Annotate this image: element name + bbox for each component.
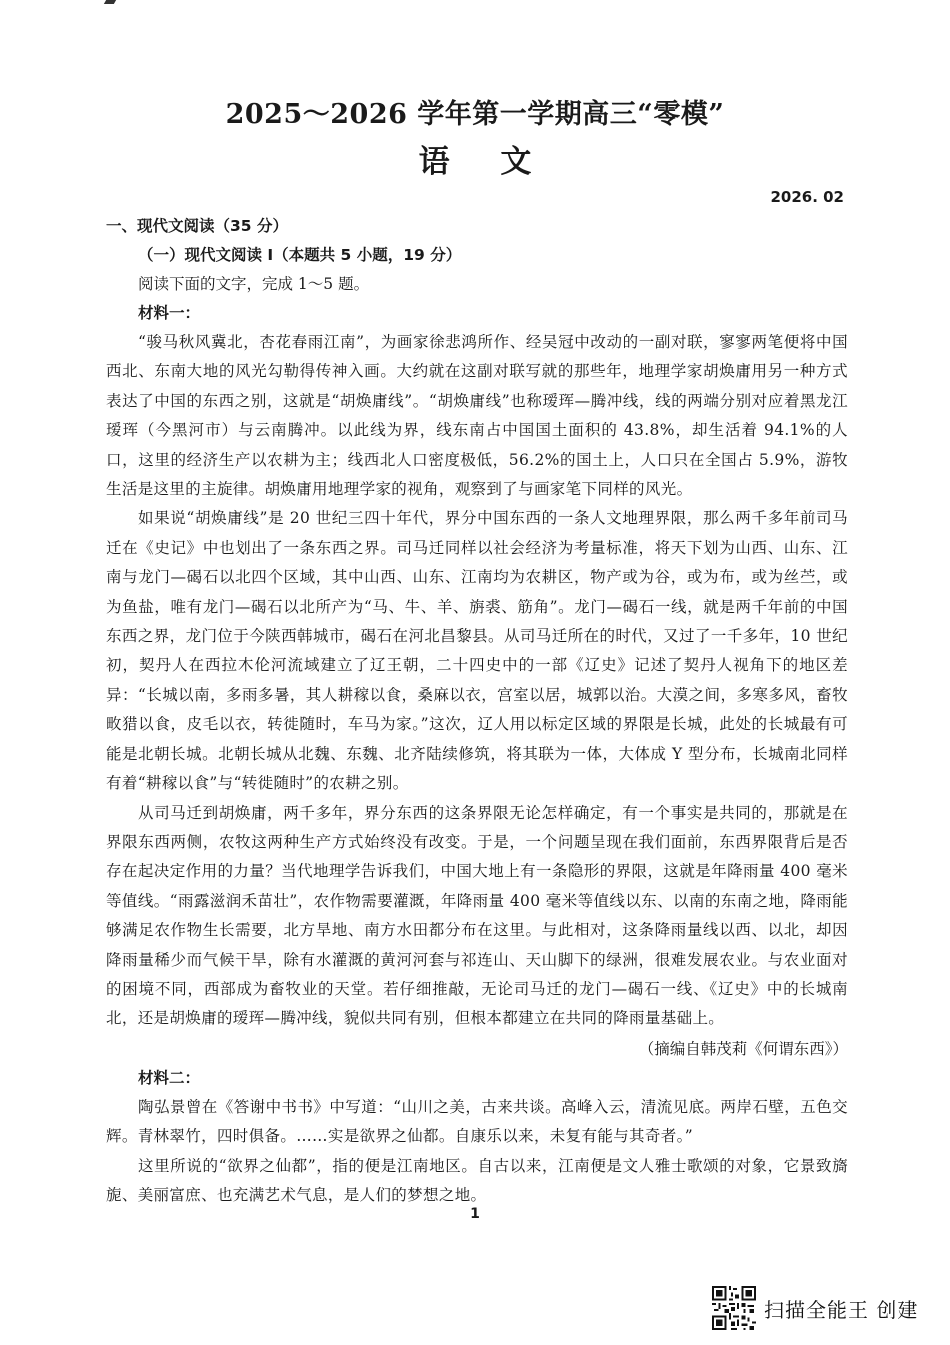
watermark-text: 扫描全能王 创建 (764, 1297, 919, 1322)
exam-title: 2025～2026 学年第一学期高三“零模” (225, 99, 725, 130)
material-1-source: （摘编自韩茂莉《何谓东西》） (638, 1039, 848, 1058)
page-number: 1 (470, 1206, 480, 1222)
material-2-paragraph: 陶弘景曾在《答谢中书书》中写道：“山川之美，古来共谈。高峰入云，清流见底。两岸石壁，五色交辉。青林翠竹，四时俱备。……实是欲界之仙都。自康乐以来，未复有能与其奇者。” (106, 1097, 848, 1146)
scan-mark (104, 0, 116, 4)
material-1-paragraph: 从司马迁到胡焕庸，两千多年，界分东西的这条界限无论怎样确定，有一个事实是共同的，那就是在界限东西两侧，农牧这两种生产方式始终没有改变。于是，一个问题呈现在我们面前，东西界限背后是否存在起决定作用的力量？当代地理学告诉我们，中国大地上有一条隐形的界限，这就是年降雨量 400 毫米等值线。“雨露滋润禾苗壮”，农作物需要灌溉，年降雨量 400 毫米等值线以东、以南的东南之地，降雨能够满足农作物生长需要，北方旱地、南方水田都分布在这里。与此相对，这条降雨量线以西、以北，却因降雨量稀少而气候干旱，除有水灌溉的黄河河套与祁连山、天山脚下的绿洲，很难发展农业。与农业面对的困境不同，西部成为畜牧业的天堂。若仔细推敲，无论司马迁的龙门—碣石一线、《辽史》中的长城南北，还是胡焕庸的瑷珲—腾冲线，貌似共同有别，但根本都建立在共同的降雨量基础上。 (106, 803, 848, 1028)
qr-code-icon (712, 1286, 756, 1330)
material-1-label: 材料一： (138, 304, 201, 322)
exam-date: 2026. 02 (770, 188, 844, 206)
material-1-paragraph: “骏马秋风冀北，杏花春雨江南”，为画家徐悲鸿所作、经吴冠中改动的一副对联，寥寥两笔便将中国西北、东南大地的风光勾勒得传神入画。大约就在这副对联写就的那些年，地理学家胡焕庸用另一种方式表达了中国的东西之别，这就是“胡焕庸线”。“胡焕庸线”也称瑷珲—腾冲线，线的两端分别对应着黑龙江瑷珲（今黑河市）与云南腾冲。以此线为界，线东南占中国国土面积的 43.8%，却生活着 94.1%的人口，这里的经济生产以农耕为主；线西北人口密度极低，56.2%的国土上，人口只在全国占 5.9%，游牧生活是这里的主旋律。胡焕庸用地理学家的视角，观察到了与画家笔下同样的风光。 (106, 333, 848, 499)
material-2-label: 材料二： (138, 1068, 201, 1087)
section-heading: 一、现代文阅读（35 分） (106, 217, 288, 235)
section-modern-reading (106, 212, 848, 1210)
subject-title: 语 文 (418, 144, 552, 180)
subsection-heading: （一）现代文阅读 I（本题共 5 小题，19 分） (138, 246, 462, 264)
material-2-paragraph: 这里所说的“欲界之仙都”，指的便是江南地区。自古以来，江南便是文人雅士歌颂的对象，它景致旖旎、美丽富庶、也充满艺术气息，是人们的梦想之地。 (106, 1156, 848, 1204)
material-1-paragraph: 如果说“胡焕庸线”是 20 世纪三四十年代，界分中国东西的一条人文地理界限，那么两千多年前司马迁在《史记》中也划出了一条东西之界。司马迁同样以社会经济为考量标准，将天下划为山西、山东、江南与龙门—碣石以北四个区域，其中山西、山东、江南均为农耕区，物产或为谷，或为布，或为丝苎，或为鱼盐，唯有龙门—碣石以北所产为“马、牛、羊、旃裘、筋角”。龙门—碣石一线，就是两千年前的中国东西之界，龙门位于今陕西韩城市，碣石在河北昌黎县。从司马迁所在的时代，又过了一千多年，10 世纪初，契丹人在西拉木伦河流域建立了辽王朝，二十四史中的一部《辽史》记述了契丹人视角下的地区差异：“长城以南，多雨多暑，其人耕稼以食，桑麻以衣，宫室以居，城郭以治。大漠之间，多寒多风，畜牧畋猎以食，皮毛以衣，转徙随时，车马为家。”这次，辽人用以标定区域的界限是长城，此处的长城最有可能是北朝长城。北朝长城从北魏、东魏、北齐陆续修筑，将其联为一体，大体成 Y 型分布，长城南北同样有着“耕稼以食”与“转徙随时”的农耕之别。 (106, 509, 848, 793)
scanner-watermark (712, 1284, 918, 1332)
instruction: 阅读下面的文字，完成 1～5 题。 (138, 275, 370, 293)
